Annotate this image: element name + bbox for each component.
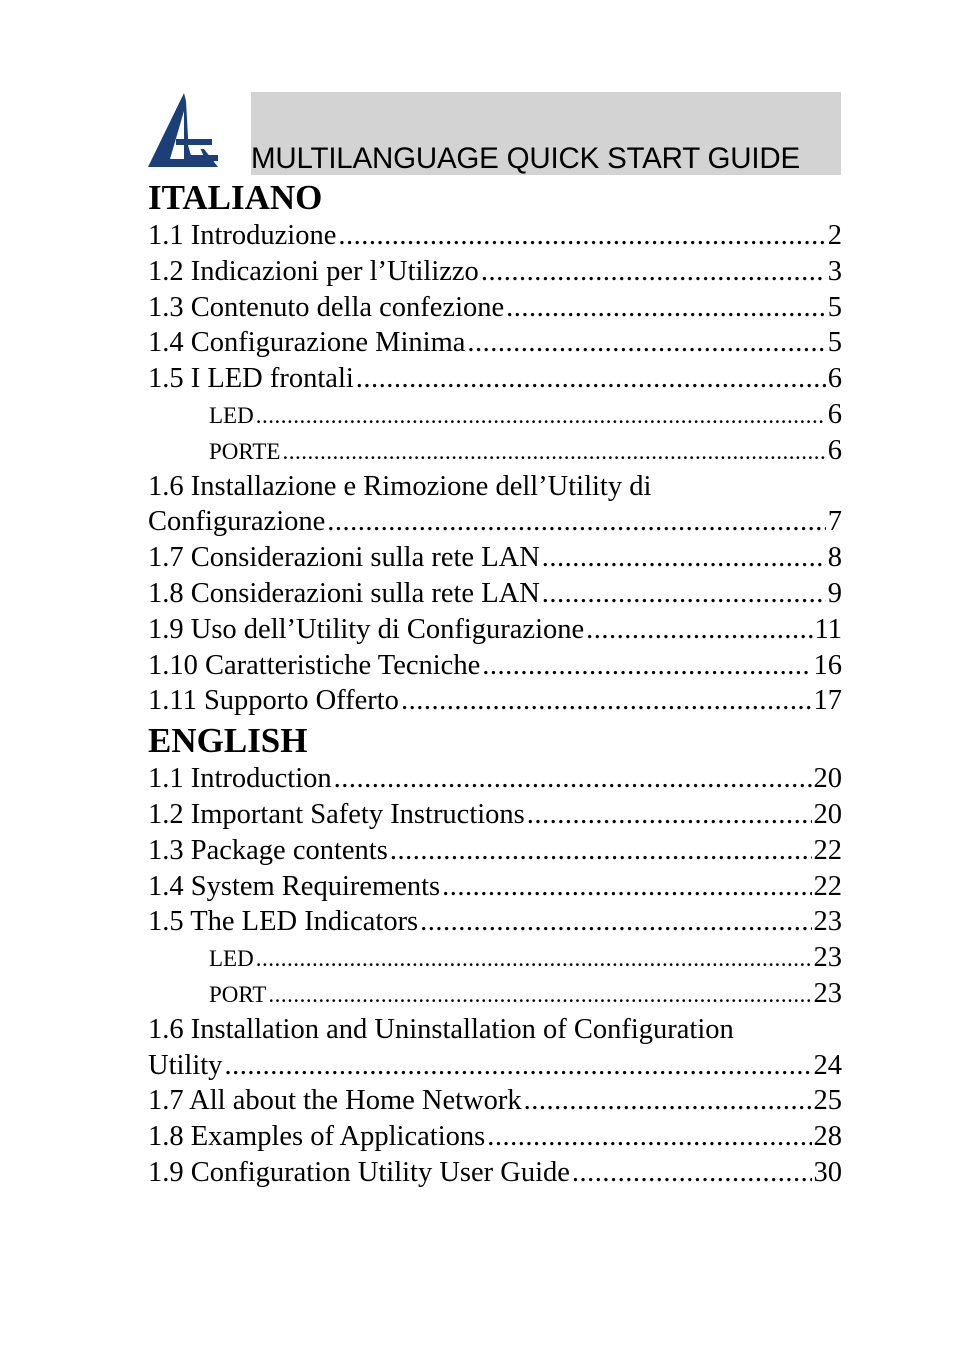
toc-subentry[interactable] [148, 976, 842, 1012]
toc-page-number: 7 [827, 506, 842, 538]
toc-entry[interactable] [148, 576, 842, 612]
toc-entry[interactable] [148, 797, 842, 833]
dot-leader [401, 683, 812, 719]
toc-page-number: 5 [827, 327, 842, 359]
table-of-contents [148, 176, 842, 1191]
toc-entry-label: 1.2 Important Safety Instructions [148, 798, 525, 830]
dot-leader [506, 290, 826, 326]
dot-leader [487, 1119, 811, 1155]
toc-entry[interactable] [148, 254, 842, 290]
toc-page-number: 22 [813, 870, 842, 902]
toc-page-number: 23 [813, 977, 842, 1009]
atlantis-logo-icon [148, 93, 218, 170]
toc-entry-label: PORT [209, 981, 267, 1007]
toc-entry[interactable] [148, 1119, 842, 1155]
toc-entry[interactable] [148, 504, 842, 540]
toc-entry-label: LED [209, 946, 254, 972]
toc-entry[interactable] [148, 361, 842, 397]
toc-page-number: 20 [813, 763, 842, 795]
toc-entry[interactable] [148, 612, 842, 648]
dot-leader [356, 361, 826, 397]
dot-leader [572, 1155, 812, 1191]
toc-page-number: 17 [813, 685, 842, 717]
toc-entry[interactable] [148, 1048, 842, 1084]
toc-page-number: 5 [827, 291, 842, 323]
toc-page-number: 20 [813, 798, 842, 830]
dot-leader [268, 977, 811, 1012]
toc-entry-label: PORTE [209, 438, 281, 464]
dot-leader [542, 540, 826, 576]
toc-entry-label: 1.5 The LED Indicators [148, 906, 419, 938]
dot-leader [482, 648, 811, 684]
toc-entry-label: 1.4 Configurazione Minima [148, 327, 466, 359]
dot-leader [256, 398, 826, 433]
toc-entry[interactable] [148, 869, 842, 905]
toc-entry[interactable] [148, 904, 842, 940]
dot-leader [527, 797, 812, 833]
toc-entry-label: 1.11 Supporto Offerto [148, 685, 399, 717]
toc-entry-label-line1[interactable]: 1.6 Installation and Uninstallation of Configuration [148, 1013, 734, 1045]
toc-entry-label: Utility [148, 1049, 223, 1081]
dot-leader [390, 833, 812, 869]
dot-leader [256, 941, 812, 976]
dot-leader [542, 576, 826, 612]
toc-entry[interactable] [148, 1083, 842, 1119]
dot-leader [442, 869, 811, 905]
toc-subentry[interactable] [148, 397, 842, 433]
toc-page-number: 30 [813, 1156, 842, 1188]
dot-leader [327, 504, 825, 540]
toc-entry[interactable] [148, 761, 842, 797]
toc-entry-label: 1.2 Indicazioni per l’Utilizzo [148, 255, 479, 287]
toc-entry-label: 1.1 Introduzione [148, 220, 337, 251]
dot-leader [282, 434, 825, 469]
toc-entry-label: 1.1 Introduction [148, 763, 332, 795]
toc-page-number: 28 [813, 1121, 842, 1153]
dot-leader [467, 325, 825, 361]
toc-page-number: 25 [813, 1085, 842, 1117]
toc-entry-label: 1.4 System Requirements [148, 870, 441, 902]
dot-leader [586, 612, 812, 648]
toc-page-number: 2 [827, 220, 842, 251]
toc-entry-label-line1[interactable]: 1.6 Installazione e Rimozione dell’Utility di [148, 470, 652, 502]
toc-page-number: 11 [814, 613, 842, 645]
toc-page-number: 23 [813, 942, 842, 974]
toc-entry-label: 1.9 Uso dell’Utility di Configurazione [148, 613, 585, 645]
toc-entry-label: 1.3 Package contents [148, 834, 388, 866]
toc-entry[interactable] [148, 290, 842, 326]
toc-entry-label: 1.8 Considerazioni sulla rete LAN [148, 577, 540, 609]
toc-page-number: 16 [813, 649, 842, 681]
toc-page-number: 9 [827, 577, 842, 609]
toc-page-number: 3 [827, 255, 842, 287]
dot-leader [481, 254, 826, 290]
toc-subentry[interactable] [148, 433, 842, 469]
dot-leader [334, 761, 812, 797]
toc-page-number: 6 [827, 434, 842, 466]
toc-page-number: 6 [827, 363, 842, 395]
toc-entry-label: 1.7 All about the Home Network [148, 1085, 522, 1117]
toc-entry[interactable] [148, 218, 842, 254]
toc-entry-label: 1.5 I LED frontali [148, 363, 354, 395]
toc-page-number: 23 [813, 906, 842, 938]
toc-page-number: 8 [827, 542, 842, 574]
title-banner [251, 92, 841, 175]
dot-leader [338, 218, 825, 254]
dot-leader [224, 1048, 811, 1084]
toc-entry[interactable] [148, 540, 842, 576]
toc-entry-label: 1.7 Considerazioni sulla rete LAN [148, 542, 540, 574]
toc-entry-label: 1.10 Caratteristiche Tecniche [148, 649, 481, 681]
toc-entry-label: 1.8 Examples of Applications [148, 1121, 486, 1153]
dot-leader [420, 904, 811, 940]
dot-leader [524, 1083, 812, 1119]
section-heading: ITALIANO [148, 178, 323, 217]
toc-entry-label: LED [209, 402, 254, 428]
toc-page-number: 6 [827, 398, 842, 430]
toc-entry[interactable] [148, 1155, 842, 1191]
toc-entry[interactable] [148, 325, 842, 361]
toc-entry[interactable] [148, 833, 842, 869]
toc-entry-label: 1.3 Contenuto della confezione [148, 291, 505, 323]
guide-title: MULTILANGUAGE QUICK START GUIDE [251, 141, 800, 175]
toc-entry-label: Configurazione [148, 506, 326, 538]
section-heading: ENGLISH [148, 721, 308, 761]
toc-entry[interactable] [148, 648, 842, 684]
toc-subentry[interactable] [148, 940, 842, 976]
toc-entry[interactable] [148, 683, 842, 719]
toc-page-number: 24 [813, 1049, 842, 1081]
toc-entry-label: 1.9 Configuration Utility User Guide [148, 1156, 570, 1188]
toc-page-number: 22 [813, 834, 842, 866]
